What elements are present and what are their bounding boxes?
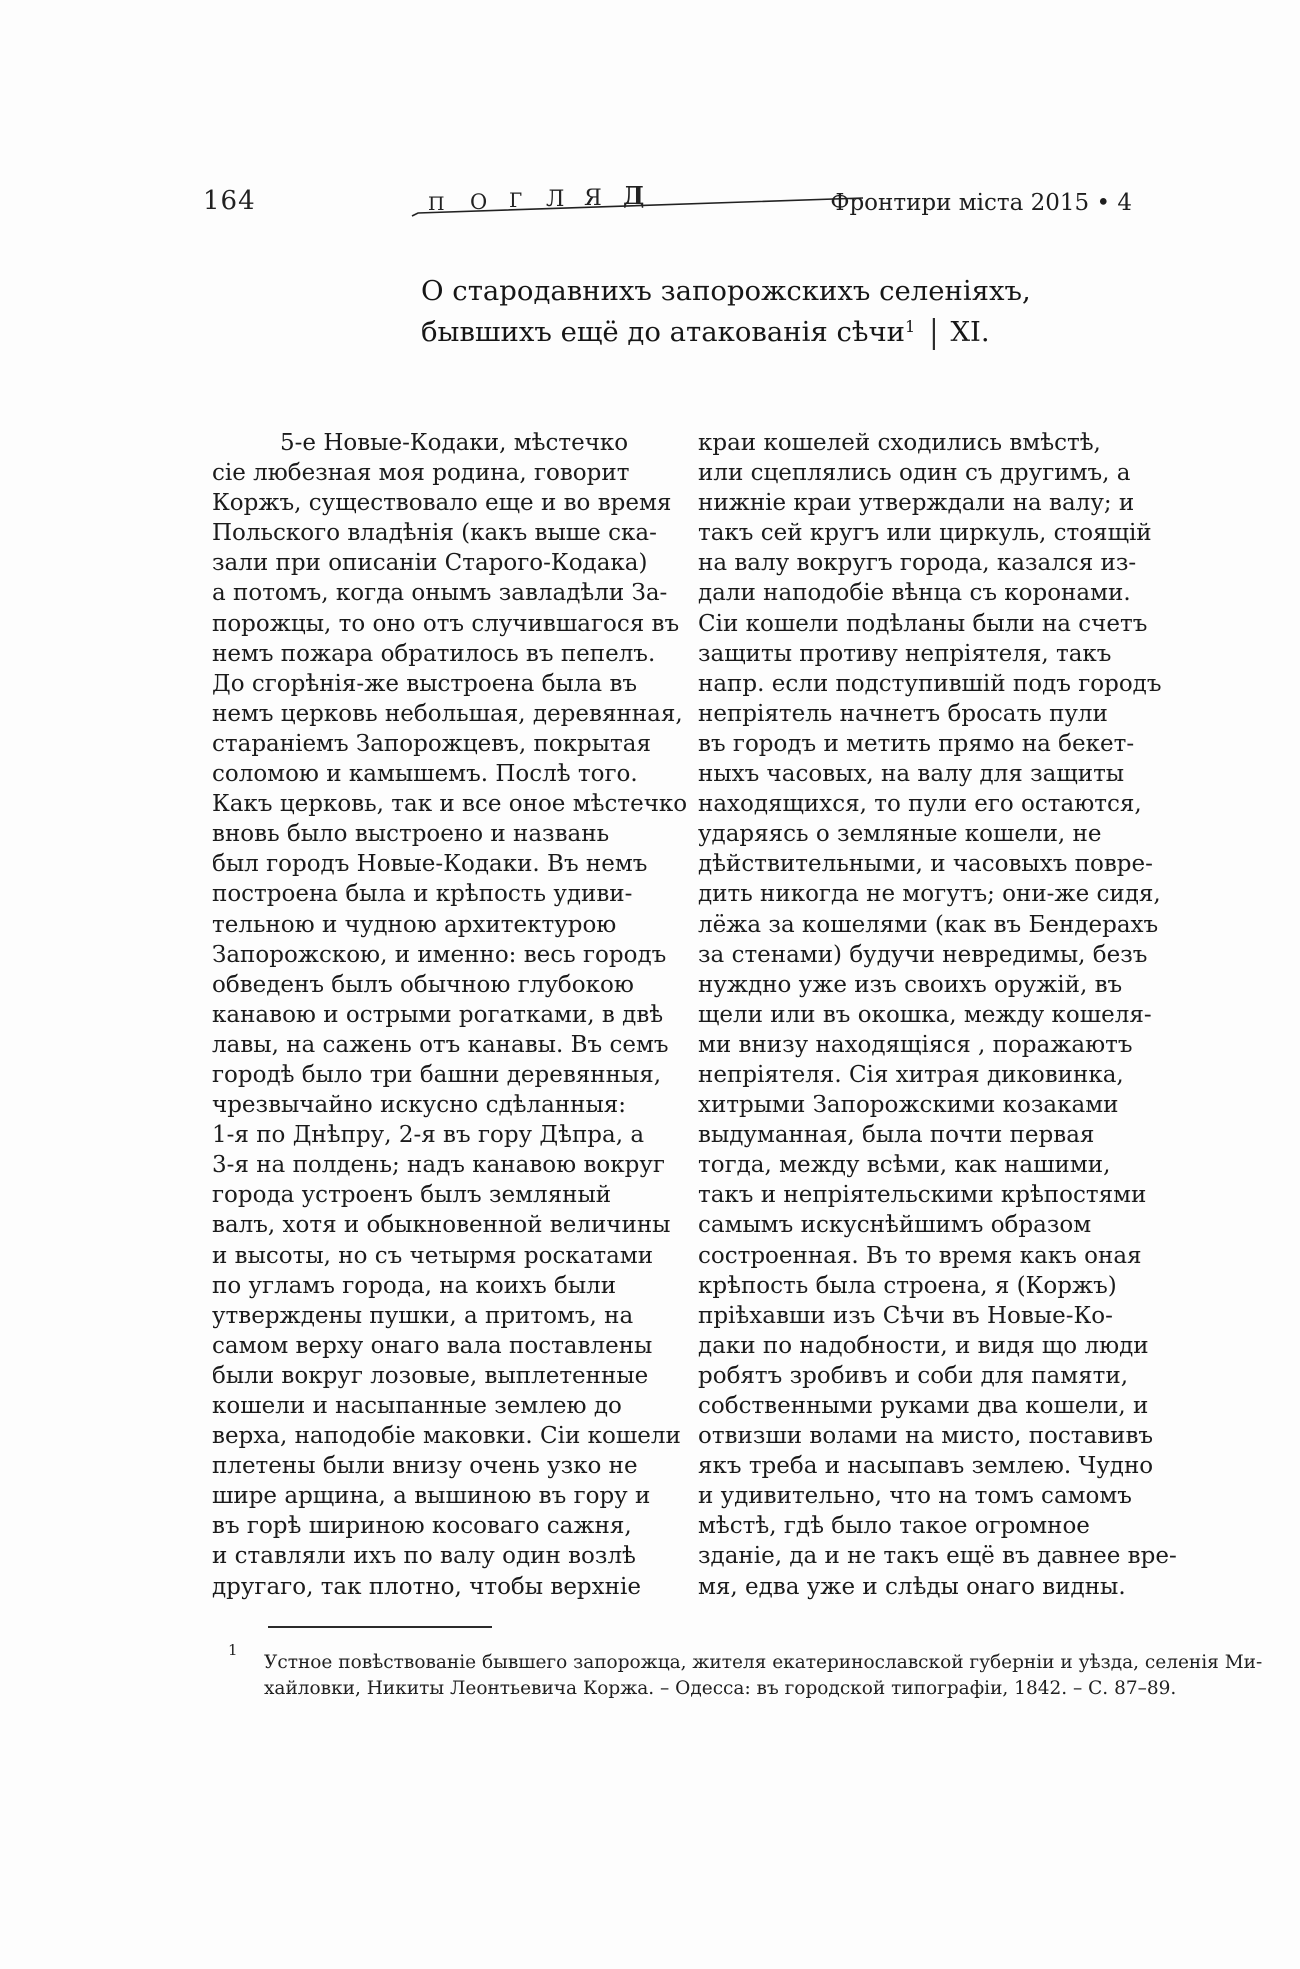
text-line: Запорожскою, и именно: весь городъ [212,941,667,968]
text-line: краи кошелей сходились вмѣстѣ, [698,430,1101,456]
text-line: робятъ зробивъ и соби для памяти, [698,1362,1129,1389]
text-line: хитрыми Запорожскими козаками [698,1092,1119,1119]
text-line: дить никогда не могутъ; они-же сидя, [698,881,1161,908]
text-line: 3-я на полдень; надъ канавою вокруг [212,1152,665,1179]
rubric-letter: О [470,190,488,214]
title-line-1: О стародавнихъ запорожскихъ селеніяхъ, [421,275,1031,307]
text-line: 5-е Новые-Кодаки, мѣстечко [280,430,629,456]
text-line: 1-я по Днѣпру, 2-я въ гору Дѣпра, а [212,1122,645,1149]
rubric-letter: Я [584,186,602,211]
text-line: въ горѣ шириною косоваго сажня, [212,1513,632,1540]
text-line: другаго, так плотно, чтобы верхніе [212,1573,641,1600]
text-line: сіе любезная моя родина, говорит [212,460,630,487]
text-line: крѣпость была строена, я (Коржъ) [698,1272,1117,1299]
text-line: вновь было выстроено и названь [212,821,610,848]
title-line-2 [421,309,1031,350]
text-line: и высоты, но съ четырмя роскатами [212,1242,654,1269]
text-line: плетены были внизу очень узко не [212,1453,638,1480]
text-line: канавою и острыми рогатками, в двѣ [212,1001,664,1028]
text-line: или сцеплялись один съ другимъ, а [698,460,1131,487]
text-line: даки по надобности, и видя що люди [698,1332,1149,1359]
text-line: зданіе, да и не такъ ещё въ давнее вре- [698,1543,1177,1570]
text-line: хайловки, Никиты Леонтьевича Коржа. – Одесса: въ городской типографіи, 1842. – С. 87–89. [264,1677,1177,1699]
text-line: въ городъ и метить прямо на бекет- [698,730,1135,757]
footnote-divider [268,1626,492,1628]
text-line: мя, едва уже и слѣды онаго видны. [698,1573,1126,1600]
rubric-letter: П [428,193,445,215]
text-line: и ставляли ихъ по валу один возлѣ [212,1543,636,1570]
text-line: Коржъ, существовало еще и во время [212,490,672,517]
text-line: за стенами) будучи невредимы, безъ [698,941,1148,968]
text-line: отвизши волами на мисто, поставивъ [698,1423,1154,1450]
text-line: и удивительно, что на томъ самомъ [698,1483,1132,1510]
text-line: дали наподобіе вѣнца съ коронами. [698,580,1131,607]
body-column-right [698,428,1177,1602]
text-line: порожцы, то оно отъ случившагося въ [212,610,680,637]
text-line: по угламъ города, на коихъ были [212,1272,617,1299]
text-line: Сіи кошели подѣланы были на счетъ [698,610,1148,637]
text-line: непріятеля. Сія хитрая диковинка, [698,1061,1124,1088]
text-line: такъ сей кругъ или циркуль, стоящій [698,520,1152,547]
text-line: был городъ Новые-Кодаки. Въ немъ [212,851,648,878]
text-line: тогда, между всѣми, как нашими, [698,1152,1111,1179]
text-line: ныхъ часовых, на валу для защиты [698,761,1125,788]
text-line: на валу вокругъ города, казался из- [698,550,1137,577]
chapter-number: XI. [950,316,990,348]
text-line: самом верху онаго вала поставлены [212,1332,653,1359]
rubric-letter: Г [509,188,523,212]
footnote-text [264,1650,1262,1701]
text-line: такъ и непріятельскими крѣпостями [698,1182,1147,1209]
text-line: тельною и чудною архитектурою [212,911,617,938]
text-line: зали при описаніи Старого-Кодака) [212,550,648,577]
text-line: нуждно уже изъ своихъ оружій, въ [698,971,1123,998]
text-line: были вокруг лозовые, выплетенные [212,1362,649,1389]
text-line: мѣстѣ, гдѣ было такое огромное [698,1513,1090,1540]
text-line: немъ церковь небольшая, деревянная, [212,700,683,727]
text-line: самымъ искуснѣйшимъ образом [698,1212,1092,1239]
text-line: якъ треба и насыпавъ землею. Чудно [698,1453,1154,1480]
text-line: обведенъ былъ обычною глубокою [212,971,634,998]
journal-issue-label: Фронтири міста 2015 • 4 [830,190,1132,216]
text-line: шире арщина, а вышиною въ гору и [212,1483,651,1510]
rubric-pohliad-logo [408,166,878,221]
text-line: нижніе краи утверждали на валу; и [698,490,1135,517]
text-line: стараніемъ Запорожцевъ, покрытая [212,730,651,757]
footnote-marker: 1 [228,1641,238,1659]
text-line: утверждены пушки, а притомъ, на [212,1302,634,1329]
text-line: Польского владѣнія (какъ выше ска- [212,520,657,547]
text-line: непріятель начнетъ бросать пули [698,700,1108,727]
text-line: валъ, хотя и обыкновенной величины [212,1212,671,1239]
text-line: ми внизу находящіяся , поражаютъ [698,1031,1133,1058]
text-line: лёжа за кошелями (как въ Бендерахъ [698,911,1159,938]
text-line: ударяясь о земляные кошели, не [698,821,1102,848]
footnote-reference: 1 [905,317,916,336]
text-line: городѣ было три башни деревянныя, [212,1061,662,1088]
text-line: города устроенъ былъ земляный [212,1182,612,1209]
title-line-2-text: бывшихъ ещё до атакованія сѣчи [421,316,905,348]
text-line: щели или въ окошка, между кошеля- [698,1001,1152,1028]
text-line: лавы, на сажень отъ канавы. Въ семъ [212,1031,669,1058]
title-separator: | [929,313,939,351]
text-line: Какъ церковь, так и все оное мѣстечко [212,791,688,818]
text-line: защиты противу непріятеля, такъ [698,640,1112,667]
text-line: До сгорѣнія-же выстроена была въ [212,670,638,697]
text-line: а потомъ, когда онымъ завладѣли За- [212,580,668,607]
article-title [421,274,1031,350]
body-column-left [212,428,688,1602]
text-line: верха, наподобіе маковки. Сіи кошели [212,1423,681,1450]
text-line: пріѣхавши изъ Сѣчи въ Новые-Ко- [698,1302,1113,1329]
text-line: немъ пожара обратилось въ пепелъ. [212,640,656,667]
text-line: чрезвычайно искусно сдѣланныя: [212,1092,627,1119]
rubric-letter: Л [546,187,565,212]
text-line: дѣйствительными, и часовыхъ повре- [698,851,1153,878]
text-line: соломою и камышемъ. Послѣ того. [212,761,638,788]
text-line: построена была и крѣпость удиви- [212,881,633,908]
rubric-letter: Д [623,181,645,210]
page-number: 164 [203,186,256,216]
text-line: состроенная. Въ то время какъ оная [698,1242,1142,1269]
text-line: Устное повѣствованіе бывшего запорожца, жителя екатеринославской губерніи и уѣзда, селенія Ми- [264,1652,1263,1673]
text-line: собственными руками два кошели, и [698,1393,1149,1419]
text-line: напр. если подступившій подъ городъ [698,670,1162,697]
text-line: находящихся, то пули его остаются, [698,791,1142,818]
text-line: кошели и насыпанные землею до [212,1393,622,1419]
text-line: выдуманная, была почти первая [698,1122,1095,1149]
